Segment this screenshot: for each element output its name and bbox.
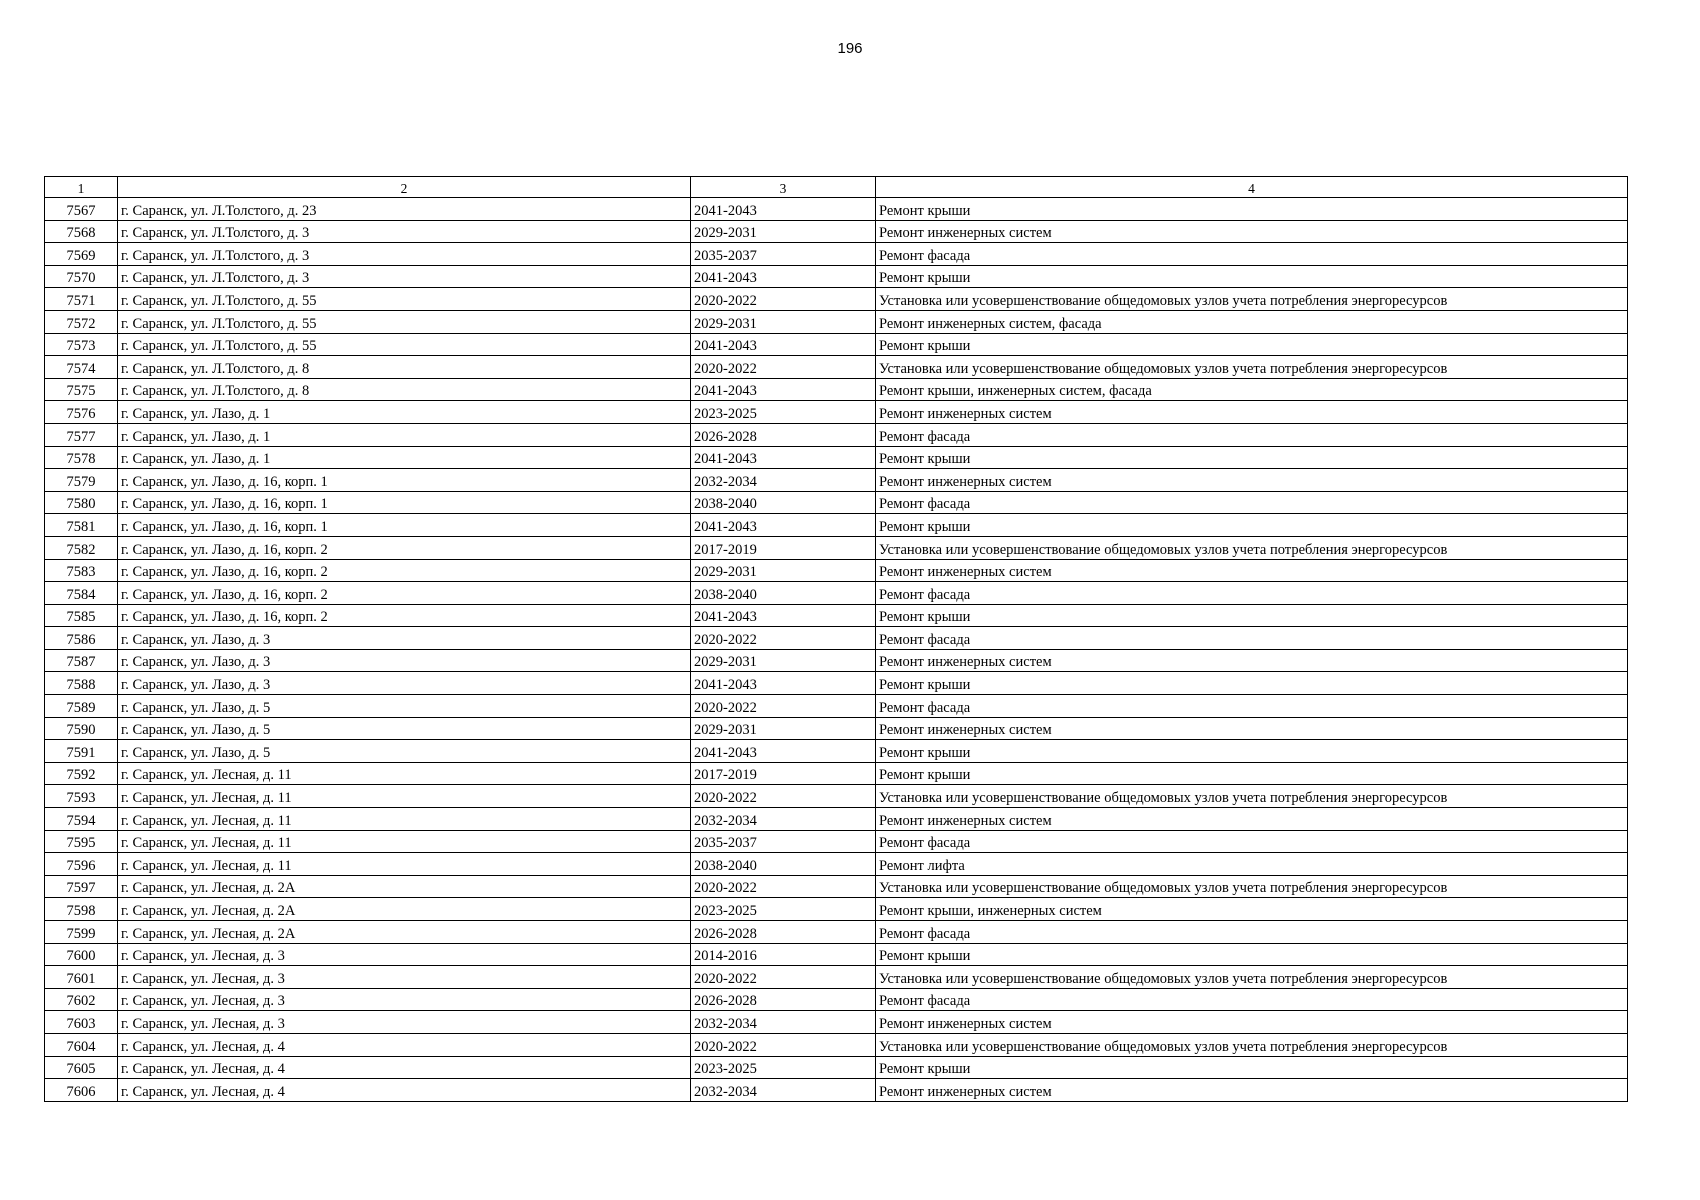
period-cell: 2041-2043 <box>691 198 876 221</box>
work-type-cell: Ремонт крыши <box>876 943 1628 966</box>
row-number-cell: 7604 <box>45 1033 118 1056</box>
table-row <box>45 536 1628 559</box>
work-type-cell: Установка или усовершенствование общедомовых узлов учета потребления энергоресурсов <box>876 966 1628 989</box>
period-cell: 2020-2022 <box>691 695 876 718</box>
table-row <box>45 514 1628 537</box>
table-body <box>45 177 1628 1102</box>
column-header: 4 <box>876 177 1628 198</box>
row-number-cell: 7585 <box>45 604 118 627</box>
work-type-cell: Установка или усовершенствование общедомовых узлов учета потребления энергоресурсов <box>876 288 1628 311</box>
address-cell: г. Саранск, ул. Лесная, д. 2А <box>118 898 691 921</box>
row-number-cell: 7593 <box>45 785 118 808</box>
work-type-cell: Ремонт инженерных систем <box>876 220 1628 243</box>
table-row <box>45 672 1628 695</box>
address-cell: г. Саранск, ул. Лесная, д. 4 <box>118 1079 691 1102</box>
address-cell: г. Саранск, ул. Л.Толстого, д. 8 <box>118 356 691 379</box>
table-row <box>45 785 1628 808</box>
row-number-cell: 7574 <box>45 356 118 379</box>
work-type-cell: Ремонт крыши <box>876 333 1628 356</box>
address-cell: г. Саранск, ул. Л.Толстого, д. 55 <box>118 310 691 333</box>
table-row <box>45 1079 1628 1102</box>
period-cell: 2035-2037 <box>691 830 876 853</box>
table-row <box>45 966 1628 989</box>
period-cell: 2041-2043 <box>691 514 876 537</box>
table-row <box>45 1056 1628 1079</box>
table-row <box>45 198 1628 221</box>
address-cell: г. Саранск, ул. Лазо, д. 3 <box>118 672 691 695</box>
period-cell: 2020-2022 <box>691 627 876 650</box>
row-number-cell: 7591 <box>45 740 118 763</box>
row-number-cell: 7570 <box>45 265 118 288</box>
work-type-cell: Ремонт фасада <box>876 582 1628 605</box>
period-cell: 2038-2040 <box>691 491 876 514</box>
address-cell: г. Саранск, ул. Лазо, д. 3 <box>118 649 691 672</box>
period-cell: 2041-2043 <box>691 265 876 288</box>
work-type-cell: Ремонт крыши <box>876 762 1628 785</box>
period-cell: 2041-2043 <box>691 378 876 401</box>
row-number-cell: 7571 <box>45 288 118 311</box>
work-type-cell: Установка или усовершенствование общедомовых узлов учета потребления энергоресурсов <box>876 785 1628 808</box>
address-cell: г. Саранск, ул. Лесная, д. 4 <box>118 1033 691 1056</box>
table-row <box>45 853 1628 876</box>
work-type-cell: Ремонт крыши <box>876 265 1628 288</box>
address-cell: г. Саранск, ул. Лазо, д. 16, корп. 1 <box>118 469 691 492</box>
row-number-cell: 7594 <box>45 808 118 831</box>
row-number-cell: 7590 <box>45 717 118 740</box>
address-cell: г. Саранск, ул. Лазо, д. 1 <box>118 401 691 424</box>
address-cell: г. Саранск, ул. Лесная, д. 2А <box>118 875 691 898</box>
address-cell: г. Саранск, ул. Лесная, д. 11 <box>118 762 691 785</box>
work-type-cell: Ремонт крыши <box>876 672 1628 695</box>
row-number-cell: 7603 <box>45 1011 118 1034</box>
work-type-cell: Ремонт фасада <box>876 921 1628 944</box>
address-cell: г. Саранск, ул. Лазо, д. 1 <box>118 423 691 446</box>
period-cell: 2023-2025 <box>691 898 876 921</box>
table-row <box>45 401 1628 424</box>
table-row <box>45 943 1628 966</box>
work-type-cell: Ремонт фасада <box>876 830 1628 853</box>
work-type-cell: Ремонт фасада <box>876 491 1628 514</box>
table-row <box>45 604 1628 627</box>
work-type-cell: Установка или усовершенствование общедомовых узлов учета потребления энергоресурсов <box>876 1033 1628 1056</box>
row-number-cell: 7605 <box>45 1056 118 1079</box>
address-cell: г. Саранск, ул. Лесная, д. 4 <box>118 1056 691 1079</box>
address-cell: г. Саранск, ул. Л.Толстого, д. 23 <box>118 198 691 221</box>
row-number-cell: 7568 <box>45 220 118 243</box>
address-cell: г. Саранск, ул. Лазо, д. 16, корп. 2 <box>118 536 691 559</box>
work-type-cell: Ремонт инженерных систем <box>876 559 1628 582</box>
table-row <box>45 378 1628 401</box>
period-cell: 2041-2043 <box>691 740 876 763</box>
address-cell: г. Саранск, ул. Лесная, д. 11 <box>118 853 691 876</box>
address-cell: г. Саранск, ул. Лесная, д. 2А <box>118 921 691 944</box>
row-number-cell: 7586 <box>45 627 118 650</box>
work-type-cell: Ремонт фасада <box>876 423 1628 446</box>
table-row <box>45 762 1628 785</box>
work-type-cell: Ремонт инженерных систем <box>876 469 1628 492</box>
work-type-cell: Ремонт крыши <box>876 604 1628 627</box>
row-number-cell: 7575 <box>45 378 118 401</box>
period-cell: 2017-2019 <box>691 536 876 559</box>
table-row <box>45 582 1628 605</box>
period-cell: 2038-2040 <box>691 853 876 876</box>
row-number-cell: 7588 <box>45 672 118 695</box>
table-row <box>45 333 1628 356</box>
table-row <box>45 356 1628 379</box>
row-number-cell: 7589 <box>45 695 118 718</box>
work-type-cell: Ремонт лифта <box>876 853 1628 876</box>
address-cell: г. Саранск, ул. Лесная, д. 11 <box>118 830 691 853</box>
work-type-cell: Ремонт инженерных систем, фасада <box>876 310 1628 333</box>
address-cell: г. Саранск, ул. Лазо, д. 16, корп. 2 <box>118 604 691 627</box>
table-row <box>45 627 1628 650</box>
work-type-cell: Ремонт фасада <box>876 243 1628 266</box>
period-cell: 2032-2034 <box>691 469 876 492</box>
work-type-cell: Ремонт фасада <box>876 695 1628 718</box>
period-cell: 2026-2028 <box>691 988 876 1011</box>
work-type-cell: Ремонт инженерных систем <box>876 401 1628 424</box>
address-cell: г. Саранск, ул. Лесная, д. 11 <box>118 785 691 808</box>
row-number-cell: 7584 <box>45 582 118 605</box>
period-cell: 2032-2034 <box>691 1079 876 1102</box>
period-cell: 2017-2019 <box>691 762 876 785</box>
table-row <box>45 898 1628 921</box>
address-cell: г. Саранск, ул. Лазо, д. 16, корп. 2 <box>118 559 691 582</box>
table-row <box>45 1011 1628 1034</box>
period-cell: 2032-2034 <box>691 1011 876 1034</box>
period-cell: 2026-2028 <box>691 921 876 944</box>
row-number-cell: 7602 <box>45 988 118 1011</box>
row-number-cell: 7582 <box>45 536 118 559</box>
row-number-cell: 7573 <box>45 333 118 356</box>
table-row <box>45 469 1628 492</box>
period-cell: 2020-2022 <box>691 1033 876 1056</box>
table-row <box>45 423 1628 446</box>
row-number-cell: 7600 <box>45 943 118 966</box>
column-header: 1 <box>45 177 118 198</box>
period-cell: 2020-2022 <box>691 288 876 311</box>
address-cell: г. Саранск, ул. Лазо, д. 16, корп. 1 <box>118 514 691 537</box>
row-number-cell: 7592 <box>45 762 118 785</box>
work-type-cell: Ремонт фасада <box>876 988 1628 1011</box>
address-cell: г. Саранск, ул. Лесная, д. 3 <box>118 966 691 989</box>
period-cell: 2029-2031 <box>691 310 876 333</box>
table-row <box>45 875 1628 898</box>
address-cell: г. Саранск, ул. Лазо, д. 5 <box>118 695 691 718</box>
work-type-cell: Установка или усовершенствование общедомовых узлов учета потребления энергоресурсов <box>876 356 1628 379</box>
table-row <box>45 830 1628 853</box>
row-number-cell: 7587 <box>45 649 118 672</box>
address-cell: г. Саранск, ул. Лазо, д. 5 <box>118 717 691 740</box>
row-number-cell: 7580 <box>45 491 118 514</box>
work-type-cell: Ремонт крыши <box>876 198 1628 221</box>
address-cell: г. Саранск, ул. Л.Толстого, д. 8 <box>118 378 691 401</box>
table-row <box>45 243 1628 266</box>
period-cell: 2032-2034 <box>691 808 876 831</box>
table-row <box>45 491 1628 514</box>
address-cell: г. Саранск, ул. Лазо, д. 16, корп. 1 <box>118 491 691 514</box>
table-row <box>45 265 1628 288</box>
repair-schedule-table <box>44 176 1628 1102</box>
table-header-row <box>45 177 1628 198</box>
address-cell: г. Саранск, ул. Л.Толстого, д. 55 <box>118 333 691 356</box>
period-cell: 2020-2022 <box>691 966 876 989</box>
period-cell: 2014-2016 <box>691 943 876 966</box>
address-cell: г. Саранск, ул. Лазо, д. 3 <box>118 627 691 650</box>
table-row <box>45 288 1628 311</box>
address-cell: г. Саранск, ул. Лесная, д. 3 <box>118 943 691 966</box>
work-type-cell: Установка или усовершенствование общедомовых узлов учета потребления энергоресурсов <box>876 875 1628 898</box>
work-type-cell: Ремонт крыши, инженерных систем, фасада <box>876 378 1628 401</box>
row-number-cell: 7595 <box>45 830 118 853</box>
row-number-cell: 7606 <box>45 1079 118 1102</box>
address-cell: г. Саранск, ул. Лесная, д. 3 <box>118 988 691 1011</box>
table-row <box>45 559 1628 582</box>
work-type-cell: Ремонт инженерных систем <box>876 649 1628 672</box>
work-type-cell: Ремонт инженерных систем <box>876 1011 1628 1034</box>
row-number-cell: 7598 <box>45 898 118 921</box>
period-cell: 2041-2043 <box>691 672 876 695</box>
row-number-cell: 7578 <box>45 446 118 469</box>
table-row <box>45 649 1628 672</box>
column-header: 3 <box>691 177 876 198</box>
period-cell: 2041-2043 <box>691 604 876 627</box>
row-number-cell: 7583 <box>45 559 118 582</box>
page-number: 196 <box>837 40 863 57</box>
period-cell: 2023-2025 <box>691 1056 876 1079</box>
address-cell: г. Саранск, ул. Лесная, д. 11 <box>118 808 691 831</box>
table-row <box>45 921 1628 944</box>
period-cell: 2029-2031 <box>691 649 876 672</box>
table-row <box>45 988 1628 1011</box>
work-type-cell: Ремонт крыши <box>876 514 1628 537</box>
table-row <box>45 1033 1628 1056</box>
address-cell: г. Саранск, ул. Лазо, д. 1 <box>118 446 691 469</box>
period-cell: 2023-2025 <box>691 401 876 424</box>
row-number-cell: 7567 <box>45 198 118 221</box>
table-row <box>45 446 1628 469</box>
table-row <box>45 717 1628 740</box>
period-cell: 2041-2043 <box>691 333 876 356</box>
row-number-cell: 7572 <box>45 310 118 333</box>
column-header: 2 <box>118 177 691 198</box>
period-cell: 2029-2031 <box>691 717 876 740</box>
table-row <box>45 695 1628 718</box>
address-cell: г. Саранск, ул. Л.Толстого, д. 55 <box>118 288 691 311</box>
row-number-cell: 7601 <box>45 966 118 989</box>
row-number-cell: 7596 <box>45 853 118 876</box>
work-type-cell: Ремонт инженерных систем <box>876 1079 1628 1102</box>
work-type-cell: Ремонт крыши <box>876 740 1628 763</box>
period-cell: 2029-2031 <box>691 559 876 582</box>
row-number-cell: 7581 <box>45 514 118 537</box>
period-cell: 2020-2022 <box>691 785 876 808</box>
row-number-cell: 7577 <box>45 423 118 446</box>
work-type-cell: Ремонт крыши <box>876 1056 1628 1079</box>
period-cell: 2026-2028 <box>691 423 876 446</box>
work-type-cell: Установка или усовершенствование общедомовых узлов учета потребления энергоресурсов <box>876 536 1628 559</box>
period-cell: 2020-2022 <box>691 875 876 898</box>
address-cell: г. Саранск, ул. Лесная, д. 3 <box>118 1011 691 1034</box>
row-number-cell: 7569 <box>45 243 118 266</box>
period-cell: 2041-2043 <box>691 446 876 469</box>
work-type-cell: Ремонт фасада <box>876 627 1628 650</box>
row-number-cell: 7579 <box>45 469 118 492</box>
table-row <box>45 740 1628 763</box>
address-cell: г. Саранск, ул. Лазо, д. 5 <box>118 740 691 763</box>
period-cell: 2029-2031 <box>691 220 876 243</box>
table-row <box>45 808 1628 831</box>
work-type-cell: Ремонт крыши, инженерных систем <box>876 898 1628 921</box>
table-row <box>45 220 1628 243</box>
row-number-cell: 7597 <box>45 875 118 898</box>
table-row <box>45 310 1628 333</box>
row-number-cell: 7599 <box>45 921 118 944</box>
work-type-cell: Ремонт инженерных систем <box>876 717 1628 740</box>
address-cell: г. Саранск, ул. Л.Толстого, д. 3 <box>118 220 691 243</box>
row-number-cell: 7576 <box>45 401 118 424</box>
work-type-cell: Ремонт крыши <box>876 446 1628 469</box>
address-cell: г. Саранск, ул. Лазо, д. 16, корп. 2 <box>118 582 691 605</box>
period-cell: 2038-2040 <box>691 582 876 605</box>
address-cell: г. Саранск, ул. Л.Толстого, д. 3 <box>118 243 691 266</box>
work-type-cell: Ремонт инженерных систем <box>876 808 1628 831</box>
period-cell: 2020-2022 <box>691 356 876 379</box>
period-cell: 2035-2037 <box>691 243 876 266</box>
address-cell: г. Саранск, ул. Л.Толстого, д. 3 <box>118 265 691 288</box>
